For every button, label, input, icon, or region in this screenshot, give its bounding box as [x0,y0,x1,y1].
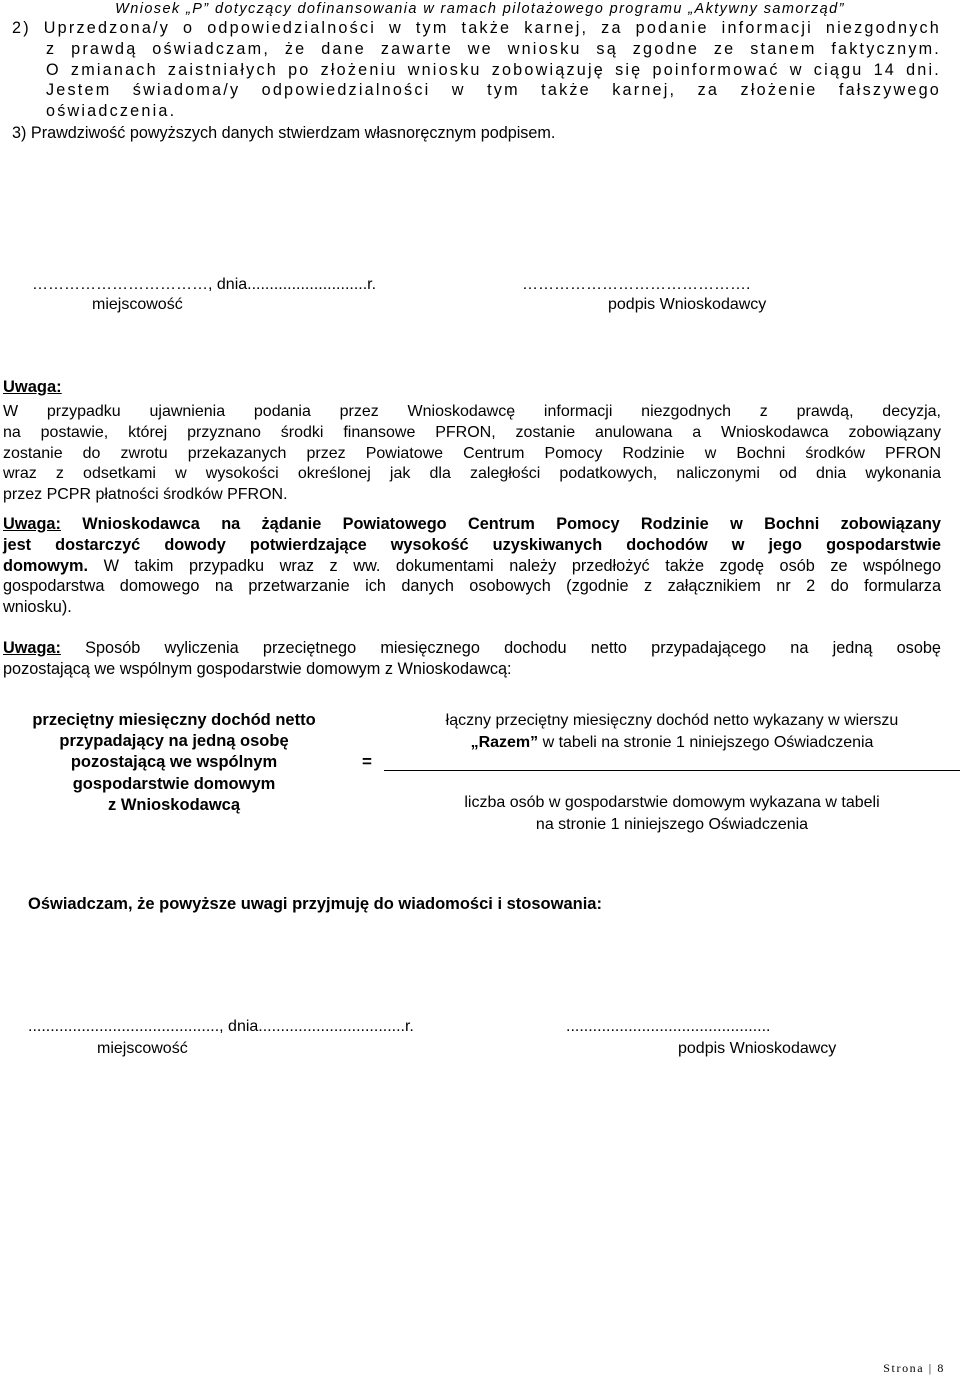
place-date-line: ..........................................., dnia.................................r. [28,1018,414,1035]
signature-line: ……………………………………. [522,276,751,293]
formula-left-line: przeciętny miesięczny dochód netto [32,711,316,729]
formula-denominator [384,792,960,835]
note-2-line: wniosku). [3,598,72,617]
note-2-line: gospodarstwa domowego na przetwarzanie ich danych osobowych (zgodnie z załącznikiem nr 2 do formularza [3,577,941,596]
document-header: Wniosek „P” dotyczący dofinansowania w ramach pilotażowego programu „Aktywny samorząd” [115,1,845,17]
note-1-body [3,402,941,506]
statement-2-line: Jestem świadoma/y odpowiedzialności w tym także karnej, za złożenie fałszywego [46,81,941,100]
place-date-line: ……………………………, dnia...........................r. [32,276,377,293]
statement-2-line: z prawdą oświadczam, że dane zawarte we wniosku są zgodne ze stanem faktycznym. [46,39,941,58]
signature-line: .............................................. [566,1018,771,1035]
statement-2-line: 2) Uprzedzona/y o odpowiedzialności w tym także karnej, za podanie informacji niezgodnych [12,19,941,37]
formula-left-line: gospodarstwie domowym [72,774,276,793]
note-3-text: Sposób wyliczenia przeciętnego miesięcznego dochodu netto przypadającego na jedną osobę [85,639,941,657]
formula-left-line: przypadający na jedną osobę [59,732,289,751]
note-1-title: Uwaga: [3,378,62,396]
formula-equals: = [362,752,372,771]
numerator-text: w tabeli na stronie 1 niniejszego Oświadczenia [538,733,874,751]
formula-left-line: pozostającą we wspólnym [70,753,278,772]
signature-label: podpis Wnioskodawcy [608,296,767,313]
note-1-line: W przypadku ujawnienia podania przez Wnioskodawcę informacji niezgodnych z prawdą, decyzja, [3,403,941,420]
note-1-line: na postawie, której przyznano środki finansowe PFRON, zostanie anulowana a Wnioskodawca zobowiązany [3,423,941,441]
place-label: miejscowość [97,1040,188,1057]
note-2-line [3,514,941,535]
note-2-line [3,556,941,577]
fraction-bar [384,770,960,771]
note-3-title: Uwaga: [3,639,61,657]
page-number: Strona | 8 [883,1361,945,1375]
note-1-line: wraz z odsetkami w wysokości określonej jak dla zaległości podatkowych, naliczonymi od dnia wykonania [3,465,941,483]
denominator-line: na stronie 1 niniejszego Oświadczenia [535,815,809,833]
note-3-line: pozostającą we wspólnym gospodarstwie domowym z Wnioskodawcą: [3,659,512,678]
note-2-title: Uwaga: [3,515,61,533]
note-2-bold-text: Wnioskodawca na żądanie Powiatowego Centrum Pomocy Rodzinie w Bochni zobowiązany [82,515,941,533]
statement-3: 3) Prawdziwość powyższych danych stwierdzam własnoręcznym podpisem. [12,124,556,142]
denominator-line: liczba osób w gospodarstwie domowym wykazana w tabeli [464,794,880,811]
declaration: Oświadczam, że powyższe uwagi przyjmuję do wiadomości i stosowania: [28,895,602,913]
formula-left-line: z Wnioskodawcą [107,795,241,814]
note-3 [3,638,941,680]
place-label: miejscowość [92,296,183,313]
note-2 [3,514,941,618]
statement-2-line: O zmianach zaistniałych po złożeniu wniosku zobowiązuję się poinformować w ciągu 14 dni. [46,60,941,79]
note-3-line [3,638,941,659]
statement-2-line: oświadczenia. [46,102,177,121]
note-1-line: przez PCPR płatności środków PFRON. [3,486,288,504]
numerator-bold: „Razem” [470,733,539,751]
note-2-text: W takim przypadku wraz z ww. dokumentami należy przedłożyć także zgodę osób ze wspólnego [103,556,941,575]
formula-numerator [384,710,960,753]
statement-2 [3,18,941,122]
numerator-line: łączny przeciętny miesięczny dochód netto wykazany w wierszu [445,712,899,729]
note-2-bold-text: domowym. [3,556,89,575]
note-2-line: jest dostarczyć dowody potwierdzające wysokość uzyskiwanych dochodów w jego gospodarstwie [3,535,941,554]
numerator-line [384,732,960,754]
note-1-line: zostanie do zwrotu przekazanych przez Powiatowe Centrum Pomocy Rodzinie w Bochni środków PFRON [3,444,941,462]
formula-left-side [0,710,348,816]
signature-label: podpis Wnioskodawcy [678,1040,837,1057]
